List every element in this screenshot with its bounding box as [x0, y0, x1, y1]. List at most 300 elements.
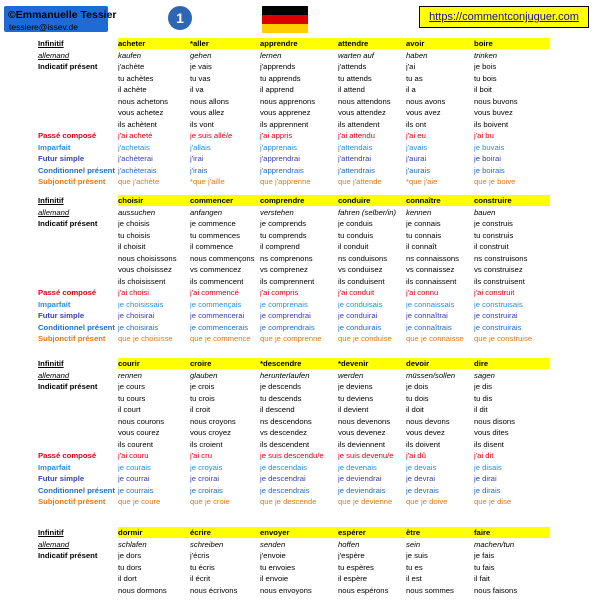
verb-form: je deviens	[338, 382, 373, 391]
tense-label: Futur simple	[38, 311, 85, 320]
verb-form: j'achetais	[118, 142, 150, 152]
verb-form: ils ont	[406, 119, 427, 129]
conjugation-row-imparfait	[0, 299, 600, 310]
verb-form: vous choisissez	[118, 265, 172, 274]
verb-form: je dois	[406, 382, 429, 391]
tense-label: Conditionnel présent	[38, 165, 115, 175]
verb-form: je construirai	[474, 311, 518, 320]
verb-form: je vais	[190, 62, 212, 71]
verb-form: je suis devenu/e	[338, 451, 394, 460]
conjugation-row-subjonctif	[0, 176, 600, 187]
verb-form: machen/tun	[474, 539, 515, 549]
verb-form: verstehen	[260, 207, 294, 217]
tense-label: Infinitif	[38, 196, 64, 205]
verb-form: devoir	[406, 359, 430, 368]
verb-form: je construirais	[474, 322, 522, 332]
tense-label: Indicatif présent	[38, 62, 98, 71]
verb-form: il commence	[190, 242, 234, 251]
verb-form: je conduis	[338, 219, 373, 228]
verb-form: tu es	[406, 562, 423, 572]
verb-form: apprendre	[260, 39, 298, 48]
verb-form: tu dors	[118, 562, 142, 572]
verb-form: je crois	[190, 382, 215, 391]
verb-form: glauben	[190, 370, 218, 380]
tense-label: Passé composé	[38, 131, 97, 140]
conjugation-row-present	[0, 585, 600, 596]
verb-form: tu écris	[190, 562, 215, 572]
verb-form: j'achèterai	[118, 154, 153, 163]
verb-form: je buvais	[474, 142, 505, 152]
conjugation-row-present	[0, 84, 600, 95]
verb-form: müssen/sollen	[406, 370, 456, 380]
tense-label: Infinitif	[38, 528, 64, 537]
verb-form: nous faisons	[474, 585, 518, 595]
verb-form: courir	[118, 359, 140, 368]
conjugation-row-present	[0, 276, 600, 287]
tense-label: Futur simple	[38, 474, 85, 483]
verb-form: que je construise	[474, 334, 533, 343]
verb-form: j'attendrais	[338, 165, 375, 175]
verb-form: je dis	[474, 382, 492, 391]
verb-form: faire	[474, 528, 491, 537]
verb-form: rennen	[118, 370, 142, 380]
verb-form: sagen	[474, 370, 495, 380]
verb-form: je construis	[474, 219, 513, 228]
verb-form: tu descends	[260, 393, 302, 403]
verb-form: ils commencent	[190, 276, 244, 286]
verb-form: nous dormons	[118, 585, 167, 595]
verb-form: je bois	[474, 62, 497, 71]
verb-form: lernen	[260, 50, 282, 60]
verb-form: nous écrivons	[190, 585, 238, 595]
conjugation-row-imparfait	[0, 462, 600, 473]
verb-form: que je croie	[190, 497, 230, 506]
verb-form: nous sommes	[406, 585, 454, 595]
verb-form: je comprends	[260, 219, 307, 228]
conjugation-row-present	[0, 96, 600, 107]
verb-form: il attend	[338, 85, 365, 94]
verb-form: que j'achète	[118, 177, 160, 186]
verb-form: tu cours	[118, 393, 146, 403]
verb-form: il devient	[338, 405, 369, 414]
verb-form: j'apprendrais	[260, 165, 304, 175]
verb-form: je fais	[474, 551, 495, 560]
verb-form: j'ai bu	[474, 131, 494, 140]
verb-form: ils attendent	[338, 119, 380, 129]
page-number-badge: 1	[168, 6, 192, 30]
verb-form: ils apprennent	[260, 119, 309, 129]
conjugation-row-passe-compose	[0, 450, 600, 461]
verb-form: attendre	[338, 39, 369, 48]
conjugation-row-present	[0, 550, 600, 561]
conjugation-row-allemand	[0, 370, 600, 381]
verb-form: j'attends	[338, 62, 367, 71]
verb-form: tu connais	[406, 230, 442, 240]
tense-label: Infinitif	[38, 359, 64, 368]
verb-form: gehen	[190, 50, 212, 60]
tense-label: allemand	[38, 370, 70, 380]
verb-form: ils disent	[474, 439, 504, 449]
flag-stripe-red	[262, 15, 308, 24]
conjugation-row-present	[0, 404, 600, 415]
conjugation-row-conditionnel	[0, 165, 600, 176]
verb-form: je suis descendu/e	[260, 451, 324, 460]
verb-form: nous devenons	[338, 416, 391, 426]
verb-form: je dirai	[474, 474, 497, 483]
verb-form: je cours	[118, 382, 145, 391]
verb-form: tu commences	[190, 230, 240, 240]
verb-form: il connaît	[406, 242, 437, 251]
verb-form: j'avais	[406, 142, 428, 152]
conjugation-row-present	[0, 416, 600, 427]
conjugation-row-passe-compose	[0, 130, 600, 141]
tense-label: allemand	[38, 207, 70, 217]
verb-form: je choisirai	[118, 311, 155, 320]
verb-form: j'apprendrai	[260, 154, 300, 163]
verb-form: il doit	[406, 405, 424, 414]
verb-form: je devais	[406, 462, 437, 472]
tense-label: Futur simple	[38, 154, 85, 163]
verb-form: ils descendent	[260, 439, 310, 449]
verb-form: je courrais	[118, 485, 154, 495]
verb-form: ils boivent	[474, 119, 509, 129]
verb-form: je descendais	[260, 462, 308, 472]
verb-form: *que j'aie	[406, 177, 438, 186]
verb-form: vous croyez	[190, 428, 232, 437]
verb-form: tu fais	[474, 562, 495, 572]
verb-form: nous achetons	[118, 96, 169, 106]
conjugation-row-allemand	[0, 539, 600, 550]
conjugation-row-conditionnel	[0, 485, 600, 496]
verb-form: je connais	[406, 219, 441, 228]
verb-form: je comprendrai	[260, 311, 311, 320]
verb-form: haben	[406, 50, 428, 60]
verb-form: nous attendons	[338, 96, 391, 106]
verb-form: ils courent	[118, 439, 154, 449]
verb-form: il court	[118, 405, 141, 414]
verb-form: ils conduisent	[338, 276, 385, 286]
verb-form: nous envoyons	[260, 585, 312, 595]
verb-form: aussuchen	[118, 207, 156, 217]
verb-form: il construit	[474, 242, 509, 251]
verb-form: il dort	[118, 574, 137, 583]
verb-form: j'ai choisi	[118, 288, 149, 297]
verb-form: anfangen	[190, 207, 223, 217]
verb-form: j'ai compris	[260, 288, 299, 297]
conjugation-row-present	[0, 61, 600, 72]
verb-form: je commençais	[190, 299, 242, 309]
conjugation-row-present	[0, 573, 600, 584]
verb-form: que je commence	[190, 334, 251, 343]
verb-form: ils choisissent	[118, 276, 166, 286]
verb-form: je boirais	[474, 165, 505, 175]
verb-form: nous buvons	[474, 96, 518, 106]
conjugation-row-conditionnel	[0, 322, 600, 333]
verb-form: je comprendrais	[260, 322, 315, 332]
verb-form: j'ai connu	[406, 288, 439, 297]
verb-form: tu choisis	[118, 230, 151, 240]
website-link[interactable]: https://commentconjuguer.com	[419, 6, 589, 28]
conjugation-row-present	[0, 264, 600, 275]
verb-form: vous avez	[406, 108, 441, 117]
verb-form: acheter	[118, 39, 146, 48]
conjugation-row-passe-compose	[0, 287, 600, 298]
verb-form: je croyais	[190, 462, 223, 472]
verb-form: *que j'aille	[190, 177, 225, 186]
conjugation-row-infinitif	[0, 38, 600, 49]
verb-form: je deviendrais	[338, 485, 386, 495]
conjugation-row-present	[0, 230, 600, 241]
conjugation-row-present	[0, 439, 600, 450]
verb-form: je courais	[118, 462, 151, 472]
verb-form: fahren (selber/in)	[338, 207, 397, 217]
verb-form: j'apprends	[260, 62, 296, 71]
conjugation-row-futur	[0, 473, 600, 484]
verb-form: tu conduis	[338, 230, 374, 240]
tense-label: Subjonctif présent	[38, 334, 106, 343]
verb-form: ils construisent	[474, 276, 525, 286]
tense-label: Subjonctif présent	[38, 497, 106, 506]
verb-form: tu dis	[474, 393, 493, 403]
verb-form: nous allons	[190, 96, 229, 106]
verb-form: tu deviens	[338, 393, 374, 403]
conjugation-row-infinitif	[0, 527, 600, 538]
verb-form: choisir	[118, 196, 144, 205]
verb-form: croire	[190, 359, 212, 368]
verb-form: j'ai attendu	[338, 131, 375, 140]
conjugation-row-futur	[0, 153, 600, 164]
verb-form: je connaîtrai	[406, 311, 448, 320]
verb-form: je courrai	[118, 474, 150, 483]
verb-form: que je doive	[406, 497, 448, 506]
verb-form: j'allais	[190, 142, 211, 152]
verb-form: je disais	[474, 462, 502, 472]
verb-form: tu dois	[406, 393, 429, 403]
verb-form: que je dise	[474, 497, 512, 506]
verb-form: que je devienne	[338, 497, 393, 506]
verb-form: avoir	[406, 39, 425, 48]
conjugation-row-present	[0, 107, 600, 118]
verb-form: j'attendrai	[338, 154, 372, 163]
flag-stripe-black	[262, 6, 308, 15]
verb-form: je croirais	[190, 485, 223, 495]
verb-form: j'achète	[118, 62, 145, 71]
verb-form: il choisit	[118, 242, 146, 251]
verb-form: tu apprends	[260, 73, 301, 83]
verb-form: je dors	[118, 551, 142, 560]
verb-form: ns construisons	[474, 253, 528, 263]
verb-form: vs connaissez	[406, 265, 455, 274]
verb-form: ils achètent	[118, 119, 157, 129]
verb-form: bauen	[474, 207, 496, 217]
verb-form: nous commençons	[190, 253, 255, 263]
verb-form: je choisirais	[118, 322, 159, 332]
conjugation-row-present	[0, 427, 600, 438]
verb-form: il va	[190, 85, 204, 94]
verb-form: j'achèterais	[118, 165, 157, 175]
verb-form: trinken	[474, 50, 498, 60]
tense-label: Indicatif présent	[38, 551, 98, 560]
verb-form: ns descendons	[260, 416, 312, 426]
verb-form: je boirai	[474, 154, 501, 163]
verb-form: j'ai dû	[406, 451, 426, 460]
verb-form: espérer	[338, 528, 366, 537]
verb-form: je suis allé/e	[190, 131, 233, 140]
verb-form: kennen	[406, 207, 432, 217]
verb-form: ils comprennent	[260, 276, 315, 286]
verb-form: j'ai	[406, 62, 416, 71]
verb-form: il descend	[260, 405, 295, 414]
verb-form: kaufen	[118, 50, 142, 60]
conjugation-row-infinitif	[0, 358, 600, 369]
conjugation-row-futur	[0, 310, 600, 321]
verb-form: ils connaissent	[406, 276, 457, 286]
verb-form: vous apprenez	[260, 108, 311, 117]
verb-form: que j'attende	[338, 177, 382, 186]
conjugation-row-present	[0, 119, 600, 130]
verb-form: que je conduise	[338, 334, 392, 343]
verb-form: il comprend	[260, 242, 300, 251]
verb-form: vous dites	[474, 428, 509, 437]
tense-label: Passé composé	[38, 288, 97, 297]
verb-form: herunterlaufen	[260, 370, 310, 380]
verb-form: je conduisais	[338, 299, 383, 309]
verb-form: que je boive	[474, 177, 516, 186]
verb-form: que j'apprenne	[260, 177, 311, 186]
verb-form: que je comprenne	[260, 334, 322, 343]
tense-label: Conditionnel présent	[38, 485, 115, 495]
verb-form: il a	[406, 85, 416, 94]
conjugation-row-present	[0, 393, 600, 404]
verb-form: vs commencez	[190, 265, 242, 274]
verb-form: j'apprenais	[260, 142, 297, 152]
verb-form: je devrais	[406, 485, 439, 495]
conjugation-row-infinitif	[0, 195, 600, 206]
verb-form: j'espère	[338, 551, 365, 560]
tense-label: Subjonctif présent	[38, 177, 106, 186]
verb-form: nous apprenons	[260, 96, 316, 106]
verb-form: warten auf	[338, 50, 374, 60]
verb-form: je commence	[190, 219, 236, 228]
verb-form: il apprend	[260, 85, 294, 94]
verb-form: dire	[474, 359, 489, 368]
verb-form: il achète	[118, 85, 147, 94]
tense-label: Imparfait	[38, 462, 71, 472]
tense-label: Indicatif présent	[38, 219, 98, 228]
verb-form: je commencerai	[190, 311, 245, 320]
verb-form: j'ai acheté	[118, 131, 153, 140]
verb-form: je conduirai	[338, 311, 378, 320]
verb-form: tu envoies	[260, 562, 296, 572]
verb-form: il boit	[474, 85, 492, 94]
verb-form: vs construisez	[474, 265, 523, 274]
verb-form: vous achetez	[118, 108, 164, 117]
verb-form: j'irais	[190, 165, 208, 175]
verb-form: j'écris	[190, 551, 210, 560]
verb-form: je connaîtrais	[406, 322, 452, 332]
verb-form: tu vas	[190, 73, 211, 83]
verb-form: écrire	[190, 528, 211, 537]
verb-form: que je descende	[260, 497, 317, 506]
verb-form: *devenir	[338, 359, 369, 368]
verb-form: je descendrai	[260, 474, 306, 483]
verb-form: construire	[474, 196, 512, 205]
verb-form: j'ai conduit	[338, 288, 375, 297]
verb-form: je comprenais	[260, 299, 308, 309]
verb-form: il est	[406, 574, 422, 583]
verb-form: nous courons	[118, 416, 165, 426]
verb-form: je construisais	[474, 299, 523, 309]
verb-form: ns conduisons	[338, 253, 388, 263]
verb-form: nous disons	[474, 416, 516, 426]
verb-form: j'ai dit	[474, 451, 494, 460]
tense-label: allemand	[38, 539, 70, 549]
verb-form: je devenais	[338, 462, 377, 472]
verb-form: *descendre	[260, 359, 302, 368]
verb-form: vous devenez	[338, 428, 386, 437]
verb-form: je conduirais	[338, 322, 382, 332]
verb-form: vous attendez	[338, 108, 386, 117]
verb-form: tu as	[406, 73, 423, 83]
verb-form: j'aurais	[406, 165, 431, 175]
tense-label: allemand	[38, 50, 70, 60]
author-email: tessiere@issev.de	[9, 22, 78, 32]
tense-label: Imparfait	[38, 142, 71, 152]
verb-form: ils deviennent	[338, 439, 386, 449]
verb-form: tu attends	[338, 73, 372, 83]
verb-form: je connaissais	[406, 299, 455, 309]
verb-form: être	[406, 528, 421, 537]
verb-form: comprendre	[260, 196, 305, 205]
verb-form: tu espères	[338, 562, 374, 572]
verb-form: il croit	[190, 405, 211, 414]
verb-form: nous devons	[406, 416, 450, 426]
verb-form: envoyer	[260, 528, 290, 537]
verb-form: j'irai	[190, 154, 204, 163]
verb-form: schlafen	[118, 539, 147, 549]
verb-form: vs comprenez	[260, 265, 308, 274]
conjugation-row-present	[0, 73, 600, 84]
verb-form: ils vont	[190, 119, 214, 129]
verb-form: tu crois	[190, 393, 215, 403]
verb-form: vous buvez	[474, 108, 513, 117]
tense-label: Conditionnel présent	[38, 322, 115, 332]
verb-form: j'ai cru	[190, 451, 212, 460]
conjugation-row-present	[0, 241, 600, 252]
verb-form: commencer	[190, 196, 234, 205]
verb-form: connaître	[406, 196, 441, 205]
verb-form: j'ai eu	[406, 131, 426, 140]
tense-label: Imparfait	[38, 299, 71, 309]
verb-form: ils doivent	[406, 439, 441, 449]
verb-form: nous avons	[406, 96, 446, 106]
verb-form: que je choisisse	[118, 334, 173, 343]
verb-form: il dit	[474, 405, 488, 414]
tense-label: Indicatif présent	[38, 382, 98, 391]
verb-form: je commencerais	[190, 322, 249, 332]
verb-form: je choisissais	[118, 299, 164, 309]
verb-form: tu comprends	[260, 230, 307, 240]
verb-form: j'ai couru	[118, 451, 149, 460]
verb-form: werden	[338, 370, 364, 380]
verb-form: il fait	[474, 574, 490, 583]
verb-form: je croirai	[190, 474, 220, 483]
verb-form: conduire	[338, 196, 371, 205]
verb-form: je suis	[406, 551, 428, 560]
verb-form: nous croyons	[190, 416, 236, 426]
conjugation-row-allemand	[0, 50, 600, 61]
conjugation-row-present	[0, 253, 600, 264]
